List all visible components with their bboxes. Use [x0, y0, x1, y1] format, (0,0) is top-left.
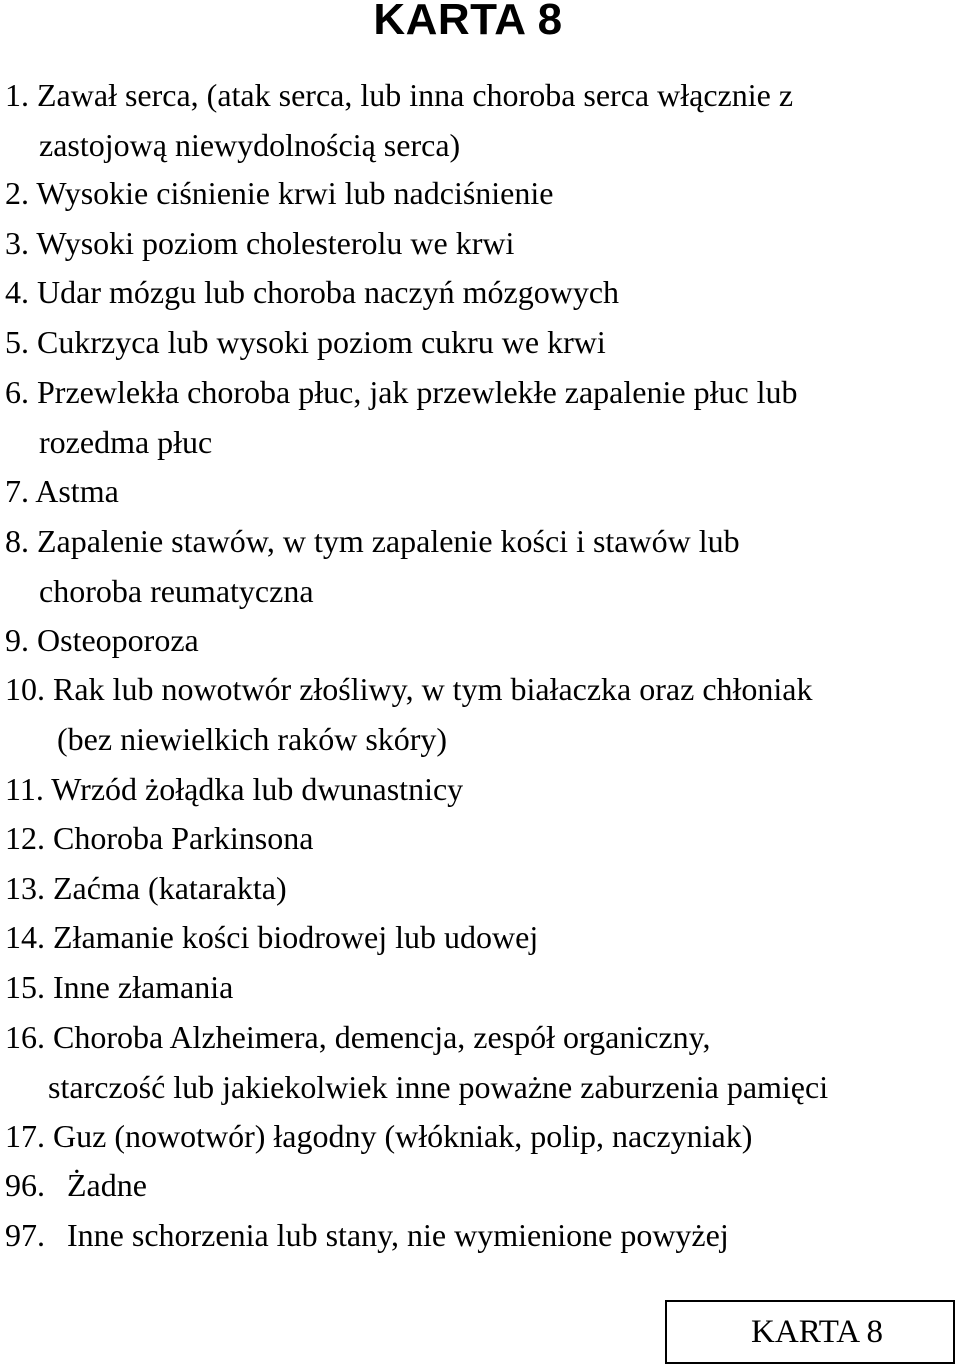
card-label: KARTA 8 — [751, 1314, 883, 1350]
list-item — [5, 268, 619, 318]
item-text: Osteoporoza — [37, 622, 199, 658]
list-item — [5, 1211, 729, 1261]
list-item — [5, 169, 553, 219]
list-item — [5, 517, 740, 616]
item-number: 14. — [5, 919, 45, 955]
page-title: KARTA 8 — [373, 0, 563, 44]
item-text-continued: rozedma płuc — [39, 423, 213, 460]
item-number: 4. — [5, 274, 29, 310]
list-item — [5, 665, 813, 764]
item-text-continued: zastojową niewydolnością serca) — [39, 126, 461, 163]
item-text: Wysokie ciśnienie krwi lub nadciśnienie — [36, 175, 554, 211]
list-item — [5, 765, 463, 815]
item-text: Rak lub nowotwór złośliwy, w tym białaczka oraz chłoniak — [53, 671, 813, 707]
item-text: Wrzód żołądka lub dwunastnicy — [51, 771, 464, 807]
list-item — [5, 219, 514, 269]
list-item — [5, 318, 606, 368]
item-number: 12. — [5, 820, 45, 856]
list-item — [5, 616, 199, 666]
item-number: 2. — [5, 175, 29, 211]
item-number: 9. — [5, 622, 29, 658]
item-text: Inne złamania — [53, 969, 234, 1005]
card-label-box — [665, 1300, 955, 1364]
item-number: 3. — [5, 225, 29, 261]
item-number: 7. — [5, 473, 29, 509]
item-number: 5. — [5, 324, 29, 360]
list-item — [5, 864, 287, 914]
item-number: 13. — [5, 870, 45, 906]
item-text: Wysoki poziom cholesterolu we krwi — [36, 225, 515, 261]
list-item — [5, 1161, 147, 1211]
item-number: 10. — [5, 671, 45, 707]
item-text: Zawał serca, (atak serca, lub inna choroba serca włącznie z — [37, 77, 794, 113]
item-text: Udar mózgu lub choroba naczyń mózgowych — [37, 274, 620, 310]
item-text: Zaćma (katarakta) — [53, 870, 287, 906]
item-text: Inne schorzenia lub stany, nie wymienione powyżej — [67, 1217, 729, 1253]
item-text: Złamanie kości biodrowej lub udowej — [53, 919, 539, 955]
list-item — [5, 963, 233, 1013]
item-text: Cukrzyca lub wysoki poziom cukru we krwi — [37, 324, 606, 360]
item-number: 8. — [5, 523, 29, 559]
item-text: Żadne — [67, 1167, 147, 1203]
list-item — [5, 368, 798, 467]
list-item — [5, 814, 313, 864]
item-number: 15. — [5, 969, 45, 1005]
item-number: 6. — [5, 374, 29, 410]
item-text: Astma — [35, 473, 119, 509]
list-item — [5, 913, 538, 963]
item-text: Choroba Alzheimera, demencja, zespół organiczny, — [53, 1019, 711, 1055]
list-item — [5, 467, 119, 517]
item-text-continued: choroba reumatyczna — [39, 572, 314, 609]
item-number: 11. — [5, 771, 44, 807]
item-text: Zapalenie stawów, w tym zapalenie kości i stawów lub — [37, 523, 740, 559]
item-text: Przewlekła choroba płuc, jak przewlekłe zapalenie płuc lub — [37, 374, 798, 410]
item-text: Choroba Parkinsona — [53, 820, 314, 856]
item-text-continued: (bez niewielkich raków skóry) — [57, 720, 448, 757]
item-number: 96. — [5, 1167, 45, 1203]
list-item — [5, 1112, 752, 1162]
list-item — [5, 71, 793, 170]
item-text-continued: starczość lub jakiekolwiek inne poważne zaburzenia pamięci — [48, 1068, 829, 1105]
item-number: 97. — [5, 1217, 45, 1253]
list-item — [5, 1013, 828, 1112]
item-number: 16. — [5, 1019, 45, 1055]
item-number: 1. — [5, 77, 29, 113]
item-number: 17. — [5, 1118, 45, 1154]
item-text: Guz (nowotwór) łagodny (włókniak, polip, naczyniak) — [53, 1118, 753, 1154]
